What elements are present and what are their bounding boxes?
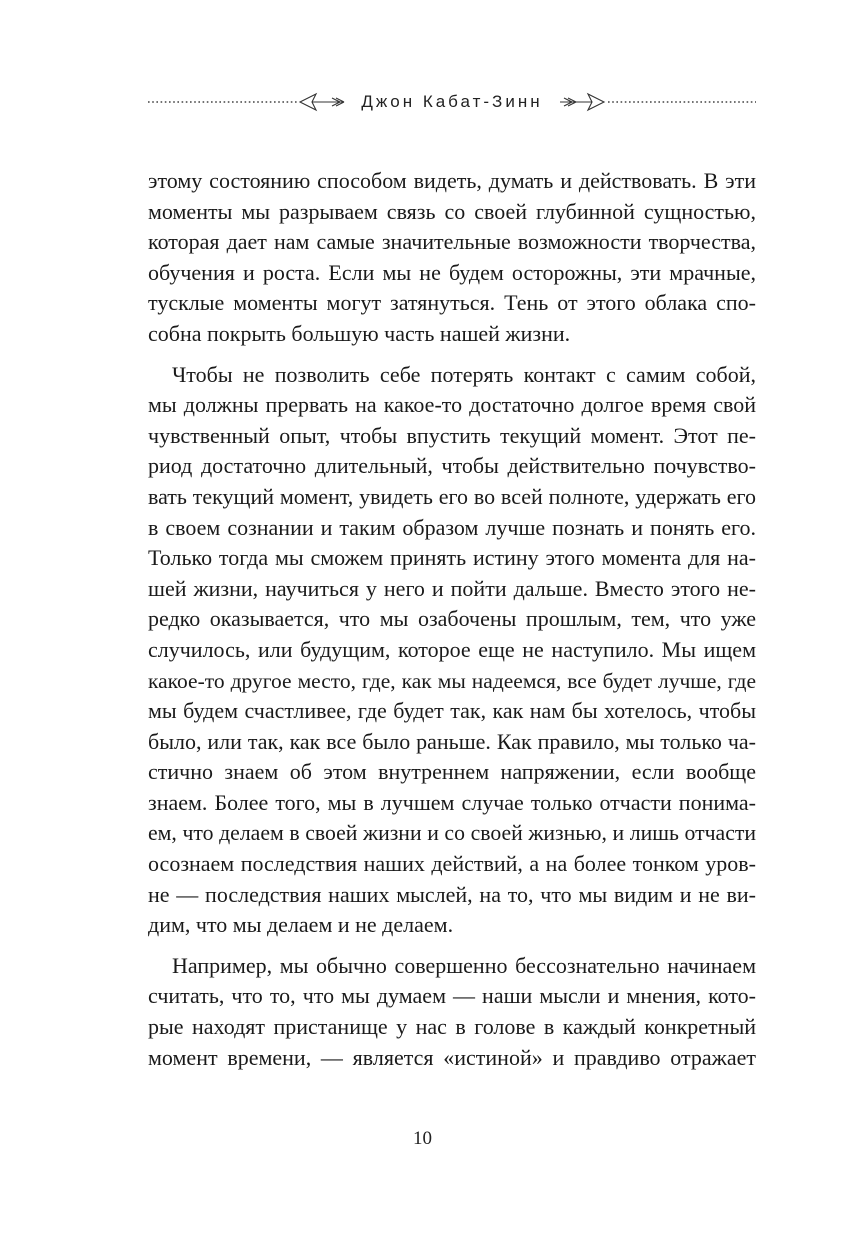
text-line: мы будем счастливее, где будет так, как нам бы хотелось, чтобы [148, 698, 756, 724]
text-line: которая дает нам самые значительные возможности творчества, [148, 229, 756, 255]
text-line: знаем. Более того, мы в лучшем случае только отчасти понима- [148, 789, 756, 815]
text-line: обучения и роста. Если мы не будем осторожны, эти мрачные, [148, 259, 756, 285]
page-number: 10 [413, 1128, 432, 1149]
text-line: какое-то другое место, где, как мы надеемся, все будет лучше, где [148, 668, 756, 693]
text-line: случилось, или будущим, которое еще не наступило. Мы ищем [148, 636, 756, 662]
paragraph [148, 360, 756, 941]
text-line: моменты мы разрываем связь со своей глубинной сущностью, [148, 198, 756, 224]
text-line: Только тогда мы сможем принять истину этого момента для на- [148, 545, 756, 571]
paragraph [148, 951, 756, 1073]
text-line: вать текущий момент, увидеть его во всей полноте, удержать его [148, 483, 756, 509]
text-line: риод достаточно длительный, чтобы действительно почувство- [148, 453, 756, 479]
text-line: Чтобы не позволить себе потерять контакт с самим собой, [172, 361, 756, 387]
text-line: было, или так, как все было раньше. Как правило, мы только ча- [148, 728, 756, 754]
text-line: дим, что мы делаем и не делаем. [148, 912, 454, 938]
text-line: ем, что делаем в своей жизни и со своей жизнью, и лишь отчасти [148, 821, 756, 846]
text-line: редко оказывается, что мы озабочены прошлым, тем, что уже [148, 606, 756, 632]
text-line: считать, что то, что мы думаем — наши мысли и мнения, кото- [148, 983, 756, 1009]
paragraph [148, 166, 756, 350]
text-line: рые находят пристанище у нас в голове в каждый конкретный [148, 1014, 756, 1040]
text-line: Например, мы обычно совершенно бессознательно начинаем [172, 952, 756, 978]
header-author-name: Джон Кабат-Зинн [361, 92, 543, 111]
running-header [148, 88, 756, 116]
text-line: этому состоянию способом видеть, думать и действовать. В эти [148, 168, 756, 193]
text-line: чувственный опыт, чтобы впустить текущий момент. Этот пе- [148, 422, 756, 448]
text-line: тусклые моменты могут затянуться. Тень от этого облака спо- [148, 290, 756, 316]
text-line: осознаем последствия наших действий, а на более тонком уров- [148, 851, 756, 877]
text-line: не — последствия наших мыслей, на то, что мы видим и не ви- [148, 881, 756, 907]
text-line: стично знаем об этом внутреннем напряжении, если вообще [148, 759, 756, 785]
text-line: момент времени, — является «истиной» и правдиво отражает [148, 1044, 756, 1070]
text-line: шей жизни, научиться у него и пойти дальше. Вместо этого не- [148, 575, 756, 601]
text-line: собна покрыть большую часть нашей жизни. [148, 320, 571, 346]
text-line: в своем сознании и таким образом лучше познать и понять его. [148, 514, 756, 540]
text-line: мы должны прервать на какое-то достаточно долгое время свой [148, 392, 756, 418]
body-text [148, 166, 756, 1073]
